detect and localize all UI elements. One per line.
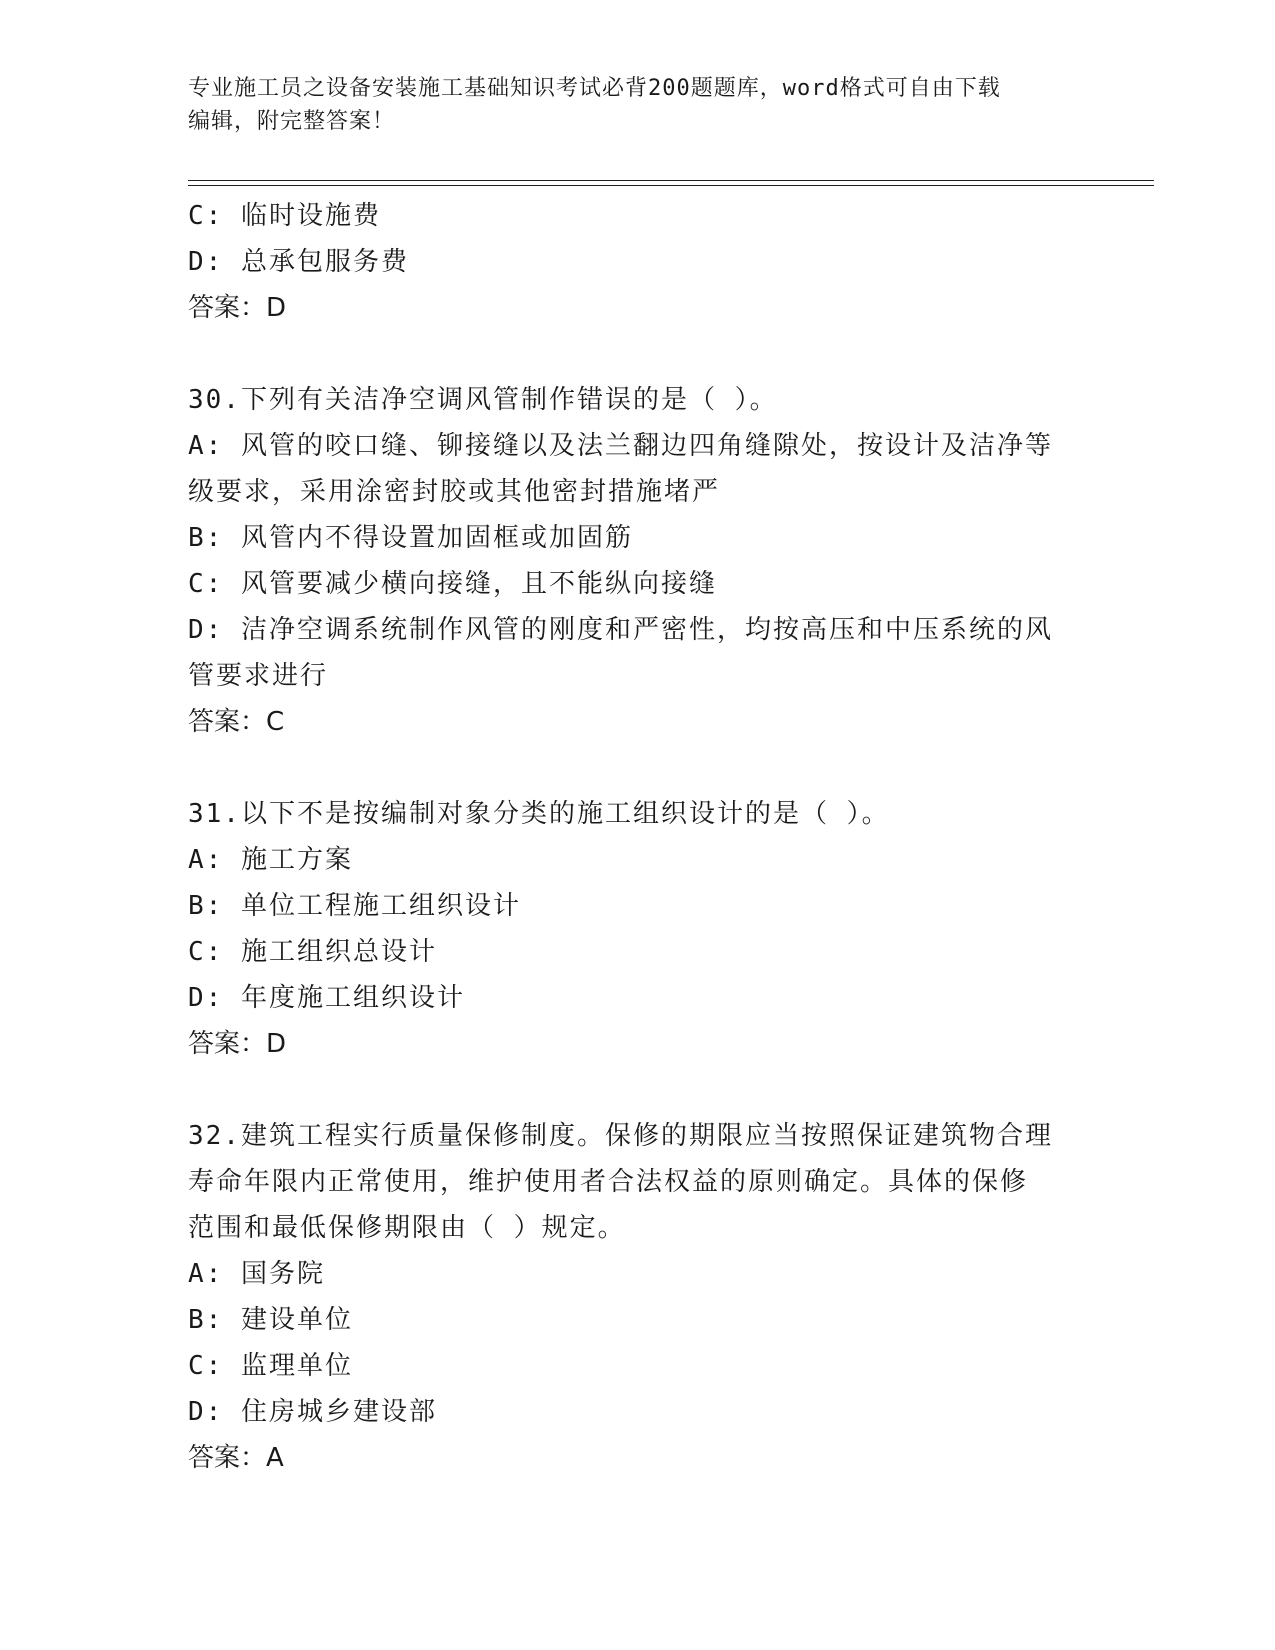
question-32 [188,1113,1088,1481]
question-stem: 30.下列有关洁净空调风管制作错误的是（ ）。 [188,385,778,415]
question-list [188,193,1088,1481]
option-c: C: 风管要减少横向接缝，且不能纵向接缝 [188,569,717,599]
page-header [188,72,1088,138]
option-c: C: 临时设施费 [188,201,381,231]
option-b: B: 风管内不得设置加固框或加固筋 [188,523,633,553]
header-divider-double [188,185,1154,186]
question-stem: 32.建筑工程实行质量保修制度。保修的期限应当按照保证建筑物合理 [188,1121,1053,1151]
spacer [188,745,1088,791]
option-a: A: 风管的咬口缝、铆接缝以及法兰翻边四角缝隙处，按设计及洁净等 [188,431,1053,461]
header-title-line-1: 专业施工员之设备安装施工基础知识考试必背200题题库，word格式可自由下载 [188,76,1001,101]
answer-line: 答案：D [188,293,287,323]
option-d: D: 洁净空调系统制作风管的刚度和严密性，均按高压和中压系统的风 [188,615,1053,645]
option-d: D: 住房城乡建设部 [188,1397,437,1427]
option-d-continued: 管要求进行 [188,661,329,691]
question-stem-continued: 寿命年限内正常使用，维护使用者合法权益的原则确定。具体的保修 [188,1167,1029,1197]
option-a: A: 施工方案 [188,845,353,875]
header-divider [188,180,1154,181]
option-d: D: 年度施工组织设计 [188,983,465,1013]
answer-line: 答案：D [188,1029,287,1059]
answer-line: 答案：A [188,1443,284,1473]
answer-line: 答案：C [188,707,285,737]
question-stem-continued: 范围和最低保修期限由（ ）规定。 [188,1213,626,1243]
option-a: A: 国务院 [188,1259,325,1289]
option-c: C: 施工组织总设计 [188,937,437,967]
question-31 [188,791,1088,1067]
question-stem: 31.以下不是按编制对象分类的施工组织设计的是（ ）。 [188,799,890,829]
option-a-continued: 级要求，采用涂密封胶或其他密封措施堵严 [188,477,721,507]
option-d: D: 总承包服务费 [188,247,409,277]
option-b: B: 单位工程施工组织设计 [188,891,521,921]
spacer [188,331,1088,377]
spacer [188,1067,1088,1113]
header-title-line-2: 编辑，附完整答案！ [188,109,396,134]
option-b: B: 建设单位 [188,1305,353,1335]
option-c: C: 监理单位 [188,1351,353,1381]
question-29-tail [188,193,1088,331]
question-30 [188,377,1088,745]
